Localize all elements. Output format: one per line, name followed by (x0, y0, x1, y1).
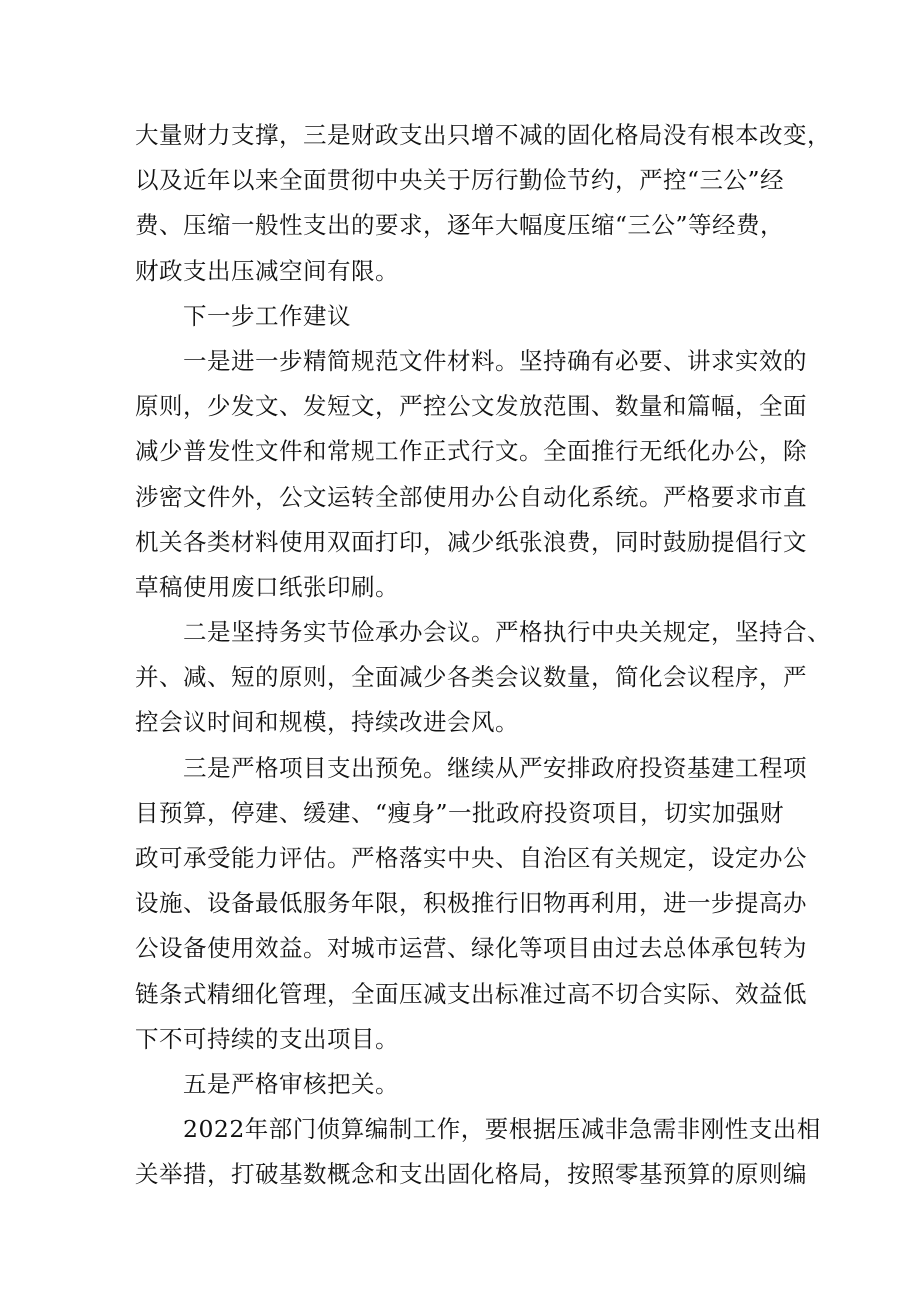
paragraph-streamline-documents (135, 339, 807, 610)
text-line: 大量财力支撑，三是财政支出只增不减的固化格局没有根本改变， (135, 121, 831, 149)
text-line: 一是进一步精简规范文件材料。坚持确有必要、讲求实效的 (183, 346, 807, 375)
text-line: 以及近年以来全面贯彻中央关于厉行勤俭节约，严控“三公”经 (135, 166, 785, 195)
paragraph-fiscal-constraints (135, 113, 831, 294)
text-line: 政可承受能力评估。严格落实中央、自治区有关规定，设定办公 (135, 844, 807, 872)
text-line: 原则，少发文、发短文，严控公文发放范围、数量和篇幅，全面 (135, 392, 807, 421)
section-heading: 下一步工作建议 (183, 301, 351, 330)
section-heading-next-steps (135, 294, 795, 339)
text-line: 链条式精细化管理，全面压减支出标准过高不切合实际、效益低 (135, 979, 807, 1008)
document-body (135, 113, 831, 1198)
text-line: 目预算，停建、缓建、“瘦身”一批政府投资项目，切实加强财 (135, 798, 785, 827)
text-line: 关举措，打破基数概念和支出固化格局，按照零基预算的原则编 (135, 1160, 807, 1189)
text-line: 二是坚持务实节俭承办会议。严格执行中央关规定，坚持合、 (183, 618, 831, 647)
text-line: 三是严格项目支出预免。继续从严安排政府投资基建工程项 (183, 753, 807, 782)
text-line: 下不可持续的支出项目。 (135, 1024, 399, 1053)
paragraph-strict-review (135, 1062, 795, 1107)
text-line: 涉密文件外，公文运转全部使用办公自动化系统。严格要求市直 (135, 482, 807, 511)
text-line: 费、压缩一般性支出的要求，逐年大幅度压缩“三公”等经费， (135, 211, 785, 240)
text-line: 草稿使用废口纸张印刷。 (135, 572, 399, 601)
text-line: 机关各类材料使用双面打印，减少纸张浪费，同时鼓励提倡行文 (135, 527, 807, 556)
text-line: 并、减、短的原则，全面减少各类会议数量，简化会议程序，严 (135, 663, 807, 692)
text-line: 五是严格审核把关。 (183, 1069, 399, 1098)
text-line: 公设备使用效益。对城市运营、绿化等项目由过去总体承包转为 (135, 934, 807, 963)
text-line: 控会议时间和规模，持续改进会风。 (135, 708, 519, 737)
text-line: 减少普发性文件和常规工作正式行文。全面推行无纸化办公，除 (135, 437, 807, 466)
paragraph-2022-budget (135, 1107, 821, 1197)
text-line: 设施、设备最低服务年限，积极推行旧物再利用，进一步提高办 (135, 889, 807, 918)
text-line: 2022年部门侦算编制工作，要根据压减非急需非刚性支出相 (183, 1115, 821, 1144)
paragraph-frugal-meetings (135, 610, 831, 746)
text-line: 财政支出压减空间有限。 (135, 256, 399, 285)
paragraph-project-spending (135, 746, 807, 1062)
